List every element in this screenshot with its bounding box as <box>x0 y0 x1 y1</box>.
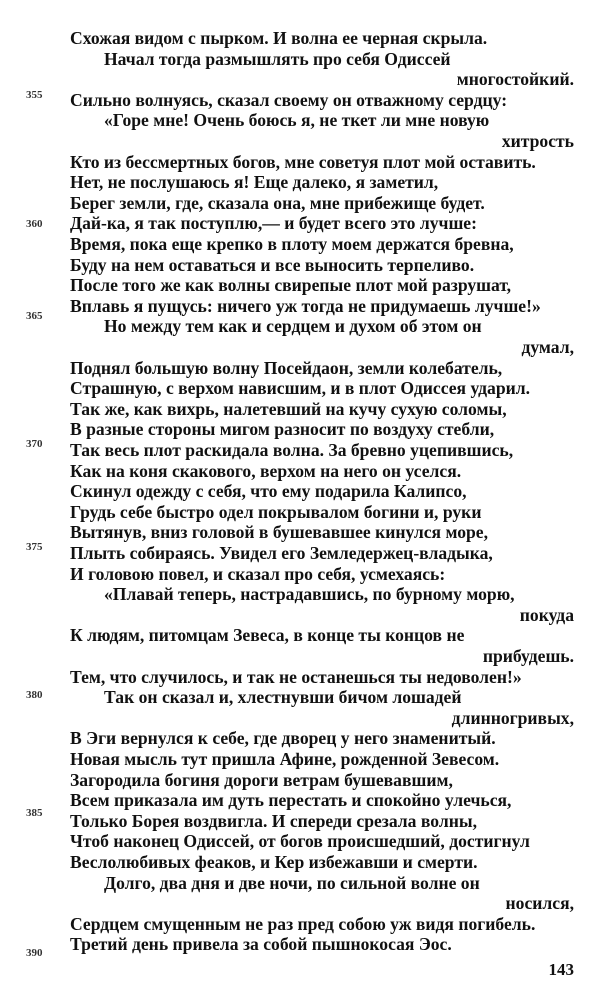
verse-line: Чтоб наконец Одиссей, от богов происшедший, достигнул <box>70 831 530 852</box>
verse-line-continuation: прибудешь. <box>482 646 574 666</box>
verse-line: Начал тогда размышлять про себя Одиссей <box>104 48 451 69</box>
verse-line: Так же, как вихрь, налетевший на кучу сухую соломы, <box>70 398 507 419</box>
verse-line: Так весь плот раскидала волна. За бревно уцепившись, <box>70 440 514 460</box>
verse-line: Загородила богиня дороги ветрам бушевавшим, <box>70 769 453 790</box>
verse-line: Кто из бессмертных богов, мне советуя плот мой оставить. <box>70 151 536 172</box>
line-number: 380 <box>26 689 43 701</box>
verse-line: Третий день привела за собой пышнокосая Эос. <box>70 934 452 955</box>
line-number: 365 <box>26 310 43 322</box>
verse-line: Дай-ка, я так поступлю,— и будет всего это лучше: <box>70 213 477 234</box>
verse-line: Новая мысль тут пришла Афине, рожденной Зевесом. <box>70 749 500 769</box>
verse-line: Время, пока еще крепко в плоту моем держатся бревна, <box>70 234 514 254</box>
verse-line: Грудь себе быстро одел покрывалом богини и, руки <box>70 501 482 522</box>
verse-line: Всем приказала им дуть перестать и спокойно улечься, <box>70 790 512 811</box>
verse-line: После того же как волны свирепые плот мой разрушат, <box>70 275 512 296</box>
verse-line: В Эги вернулся к себе, где дворец у него знаменитый. <box>70 728 496 749</box>
verse-line: Долго, два дня и две ночи, по сильной волне он <box>104 872 480 893</box>
verse-line: Буду на нем оставаться и все выносить терпеливо. <box>70 254 475 275</box>
verse-line: Страшную, с верхом нависшим, и в плот Одиссея ударил. <box>70 378 531 399</box>
verse-line: Сильно волнуясь, сказал своему он отважному сердцу: <box>70 89 508 110</box>
verse-line: Только Борея воздвигла. И спереди срезала волны, <box>70 810 477 831</box>
verse-line: В разные стороны мигом разносит по воздуху стебли, <box>70 419 495 440</box>
verse-line-continuation: многостойкий. <box>456 69 574 90</box>
line-number: 385 <box>26 807 43 819</box>
verse-line: Плыть собираясь. Увидел его Земледержец-владыка, <box>70 543 493 563</box>
verse-line: Берег земли, где, сказала она, мне прибежище будет. <box>70 192 485 213</box>
verse-line: Вплавь я пущусь: ничего уж тогда не придумаешь лучше!» <box>70 295 541 316</box>
verse-line-continuation: думал, <box>521 337 574 357</box>
verse-line: «Плавай теперь, настрадавшись, по бурному морю, <box>104 584 515 605</box>
line-number: 355 <box>26 89 43 101</box>
line-number: 375 <box>26 541 43 553</box>
verse-line-continuation: хитрость <box>501 131 574 151</box>
verse-line: Поднял большую волну Посейдаон, земли колебатель, <box>70 357 503 378</box>
line-number: 360 <box>26 218 43 230</box>
line-number: 390 <box>26 947 43 959</box>
verse-line: Скинул одежду с себя, что ему подарила Калипсо, <box>70 481 467 502</box>
verse-line: Нет, не послушаюсь я! Еще далеко, я заметил, <box>70 172 439 193</box>
verse-line: Сердцем смущенным не раз пред собою уж видя погибель. <box>70 913 536 934</box>
line-number: 370 <box>26 438 43 450</box>
verse-line: К людям, питомцам Зевеса, в конце ты концов не <box>70 625 465 646</box>
verse-line: Так он сказал и, хлестнувши бичом лошадей <box>104 687 462 708</box>
verse-line: И головою повел, и сказал про себя, усмехаясь: <box>70 563 446 584</box>
verse-line-continuation: длинногривых, <box>451 707 574 728</box>
verse-line: Но между тем как и сердцем и духом об этом он <box>104 316 482 337</box>
verse-line: «Горе мне! Очень боюсь я, не ткет ли мне новую <box>104 110 490 131</box>
verse-line-continuation: покуда <box>519 604 574 625</box>
verse-line: Как на коня скакового, верхом на него он уселся. <box>70 460 462 481</box>
verse-line: Веслолюбивых феаков, и Кер избежавши и смерти. <box>70 852 478 872</box>
verse-line: Тем, что случилось, и так не останешься ты недоволен!» <box>70 666 522 687</box>
page-number: 143 <box>548 960 574 979</box>
verse-line: Схожая видом с пырком. И волна ее черная скрыла. <box>70 28 488 48</box>
verse-line-continuation: носился, <box>505 893 574 914</box>
verse-line: Вытянув, вниз головой в бушевавшее кинулся море, <box>70 522 488 543</box>
